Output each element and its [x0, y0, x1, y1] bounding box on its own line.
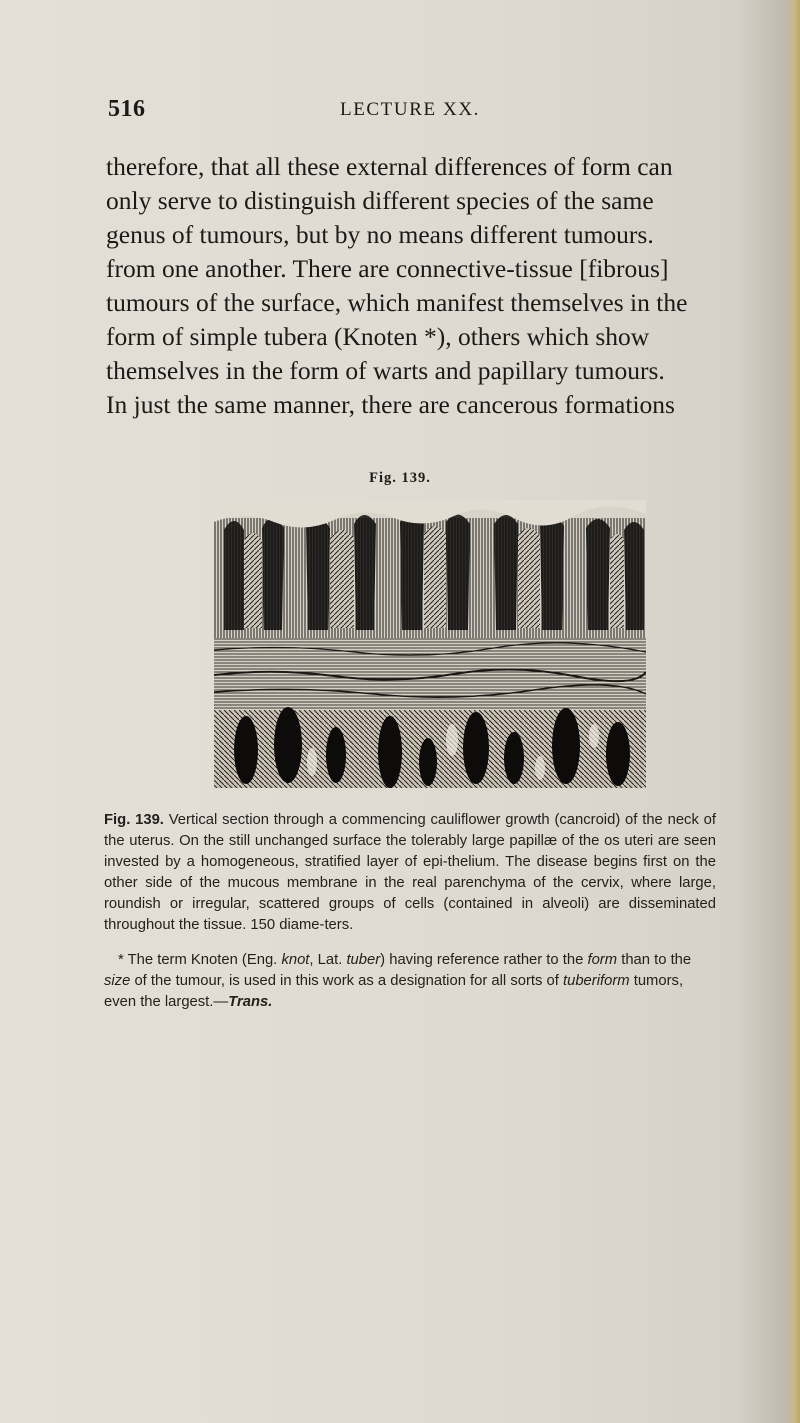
body-line: tumours of the surface, which manifest themselves in the	[106, 288, 688, 317]
footnote-text: of the tumour, is used in this work as a designation for all sorts of	[134, 973, 559, 989]
caption-text: Vertical section through a commencing cauliflower growth (cancroid) of the neck of the uterus. On the still unchanged surface the tolerably large papillæ of the os uteri are seen invested by a homogeneous, stratified layer of epi-thelium. The disease begins first on the other side of the mucous membrane in the real parenchyma of the cervix, where large, roundish or irregular, scattered groups of cells (contained in alveoli) are disseminated throughout the tissue. 150 diame-ters.	[104, 812, 717, 933]
body-line: genus of tumours, but by no means different tumours.	[106, 220, 654, 249]
footnote-text: The term Knoten (Eng.	[127, 952, 278, 968]
footnote-text: ) having reference rather to the	[380, 952, 584, 968]
body-line: therefore, that all these external differences of form can	[106, 152, 673, 181]
footnote-form: form	[587, 952, 618, 968]
figure-label: Fig. 139.	[369, 470, 431, 486]
page-edge	[786, 0, 800, 1423]
figure-caption	[104, 810, 716, 936]
engraving-image	[214, 500, 646, 788]
body-line: only serve to distinguish different species of the same	[106, 186, 654, 215]
body-text	[106, 150, 716, 422]
footnote	[104, 950, 716, 1013]
footnote-text: than to the	[621, 952, 692, 968]
body-line: form of simple tubera (Knoten *), others which show	[106, 322, 650, 351]
footnote-text: , Lat.	[309, 952, 343, 968]
footnote-marker: *	[118, 952, 124, 968]
footnote-text: tumors, even the largest.—	[104, 973, 684, 1010]
body-line: In just the same manner, there are cancerous formations	[106, 390, 675, 419]
footnote-tuberiform: tuberiform	[562, 973, 630, 989]
page-header	[108, 96, 698, 136]
footnote-knot: knot	[281, 952, 310, 968]
footnote-size: size	[104, 973, 131, 989]
body-line: from one another. There are connective-tissue [fibrous]	[106, 254, 669, 283]
caption-number: Fig. 139.	[104, 812, 164, 828]
footnote-tuber: tuber	[346, 952, 381, 968]
histology-illustration	[214, 500, 646, 788]
body-line: themselves in the form of warts and papillary tumours.	[106, 356, 665, 385]
running-head: LECTURE XX.	[340, 99, 481, 120]
footnote-trans: Trans.	[228, 994, 273, 1010]
page-number: 516	[108, 96, 146, 122]
